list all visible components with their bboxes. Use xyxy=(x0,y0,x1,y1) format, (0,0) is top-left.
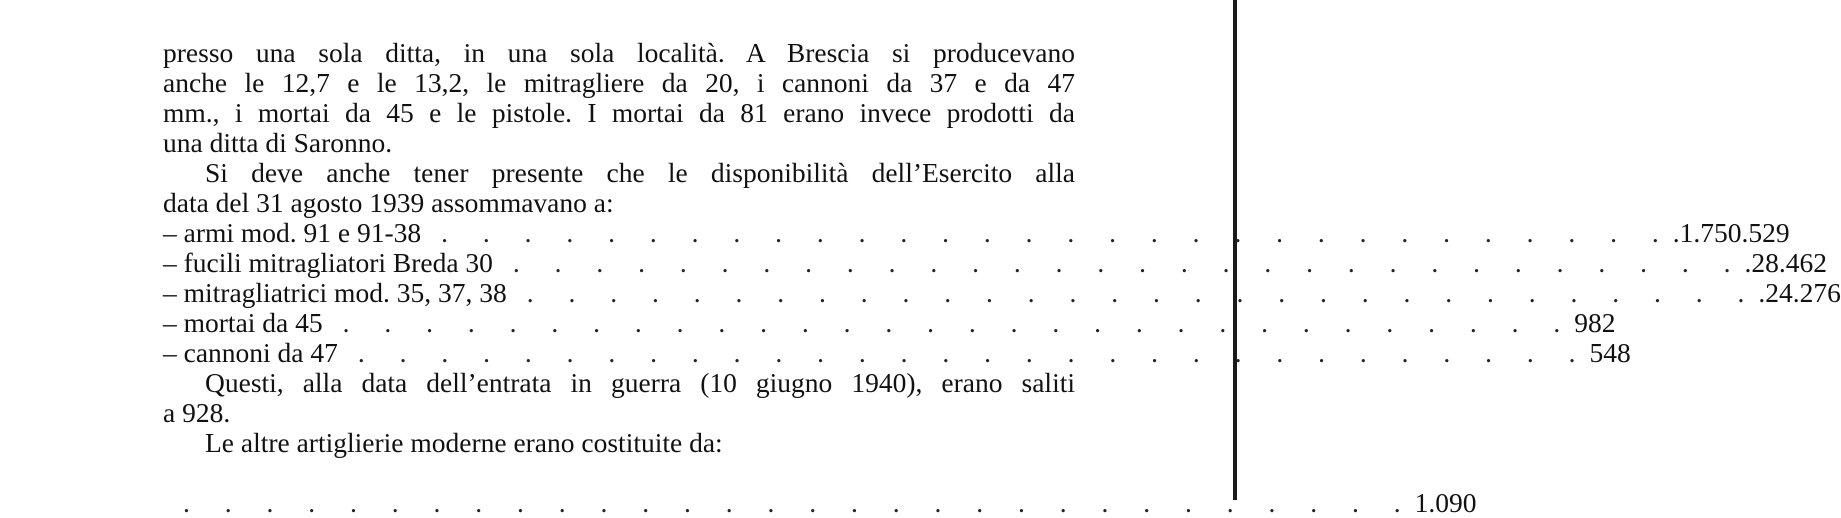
paragraph-2-line-1: Si deve anche tener presente che le disponibilità dell’Esercito alla xyxy=(205,157,1075,188)
list-item-value: .24.276 xyxy=(1758,277,1841,308)
list-item-value: 982 xyxy=(1574,307,1616,338)
list-item-label: – mortai da 45 xyxy=(163,307,323,338)
list-item-label: – fucili mitragliatori Breda 30 xyxy=(163,247,493,278)
list-item xyxy=(163,337,1631,368)
list-item xyxy=(163,487,1477,518)
paragraph-2-line-2: data del 31 agosto 1939 assommavano a: xyxy=(163,187,614,218)
paragraph-3-line-2: a 928. xyxy=(163,397,231,428)
leader-dots: . . . . . . . . . . . . . . . . . . . . . . . . . . . . . . xyxy=(512,247,1745,278)
leader-dots: . . . . . . . . . . . . . . . . . . . . . . . . . . . . . . xyxy=(526,277,1759,308)
paragraph-4-line-1: Le altre artiglierie moderne erano costituite da: xyxy=(205,427,723,458)
paragraph-1-line-3: mm., i mortai da 45 e le pistole. I mortai da 81 erano invece prodotti da xyxy=(163,97,1075,128)
list-item-label: – cannoni da 47 xyxy=(163,337,338,368)
paragraph-3-line-1: Questi, alla data dell’entrata in guerra (10 giugno 1940), erano saliti xyxy=(205,367,1075,398)
list-item-value: .28.462 xyxy=(1744,247,1828,278)
list-item xyxy=(163,277,1841,308)
leader-dots: . . . . . . . . . . . . . . . . . . . . . . . . . . . . . . xyxy=(357,337,1590,368)
paragraph-1-line-4: una ditta di Saronno. xyxy=(163,127,393,158)
list-item-label: – armi mod. 91 e 91-38 xyxy=(163,217,422,248)
paragraph-1-line-2: anche le 12,7 e le 13,2, le mitragliere da 20, i cannoni da 37 e da 47 xyxy=(163,67,1075,98)
list-item xyxy=(163,307,1616,338)
text-block xyxy=(163,37,1841,458)
paragraph-1-line-1: presso una sola ditta, in una sola località. A Brescia si producevano xyxy=(163,37,1075,68)
leader-dots: . . . . . . . . . . . . . . . . . . . . . . . . . . . . . . xyxy=(441,217,1673,248)
list-item-value: 1.090 xyxy=(1414,487,1477,518)
list-item-value: 548 xyxy=(1589,337,1631,368)
list-item-label: – mitragliatrici mod. 35, 37, 38 xyxy=(163,277,507,308)
list-item xyxy=(163,247,1828,278)
leader-dots: . . . . . . . . . . . . . . . . . . . . . . . . . . . . . . xyxy=(183,487,1415,518)
leader-dots: . . . . . . . . . . . . . . . . . . . . . . . . . . . . . . xyxy=(342,307,1575,338)
list-item xyxy=(163,217,1790,248)
list-item-value: .1.750.529 xyxy=(1672,217,1790,248)
cut-off-list-row xyxy=(163,487,1477,518)
